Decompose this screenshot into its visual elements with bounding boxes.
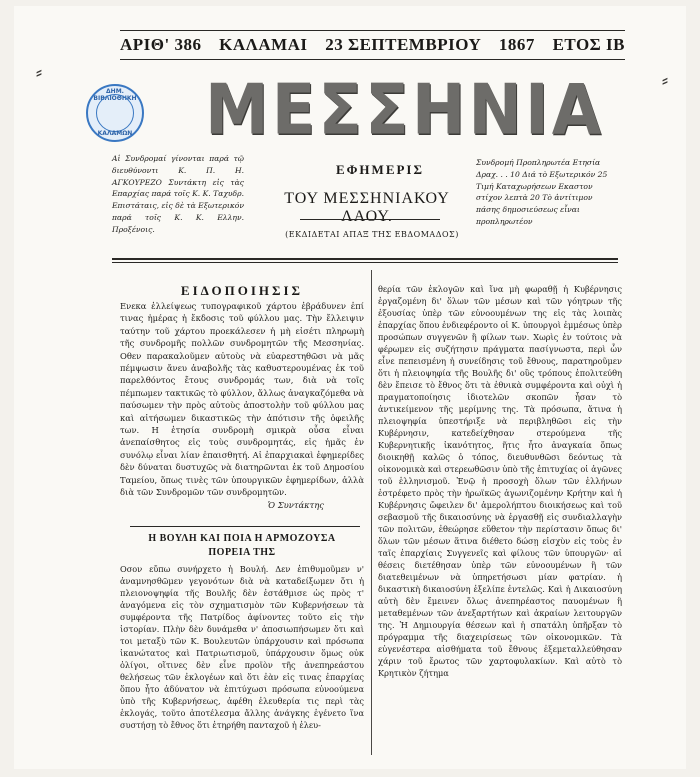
subscription-info-right: Συνδρομή Προπληρωτέα Ετησία Δραχ. . . 10 Διά τὸ Εξωτερικόν 25 Τιμή Καταχωρήσεων Εκαστον στίχον λεπτὰ 20 Τὸ ἀντίτιμον πάσης δημοσιεύσεως εἶναι προπληρωτέον (476, 158, 608, 226)
library-stamp (86, 84, 144, 142)
stamp-city: ΚΑΛΑΜΩΝ (97, 130, 133, 137)
year: 1867 (498, 35, 535, 54)
stamp-inner-circle (96, 94, 134, 132)
column-separator (371, 270, 372, 755)
subtitle-people: ΤΟΥ ΜΕΣΣΗΝΙΑΚΟΥ ΛΑΟΥ. (284, 190, 450, 225)
place: ΚΑΛΑΜΑΙ (219, 35, 308, 54)
issue-number: ΑΡΙΘ' 386 (120, 35, 202, 54)
notice-signature: Ὁ Συντάκτης (267, 499, 324, 510)
subtitle-newspaper: ΕΦΗΜΕΡΙΣ (335, 162, 424, 177)
header-bottom-rule (112, 258, 618, 260)
volume: ΕΤΟΣ ΙΒ (552, 35, 625, 54)
masthead-top-rule (120, 30, 625, 31)
subscription-info-left: Αἱ Συνδρομαί γίνονται παρά τῷ διευθύνοντι Κ. Π. Η. ΑΓΚΟΥΡΕΖΟ Συντάκτη εἰς τὰς Επαρχίας παρά τοῖς Κ. Κ. Ταχυδρ. Επιστάταις, εἰς δὲ τὰ Εξωτερικόν παρά τοῖς Κ. Κ. Ελλην. Προξένοις. (112, 154, 244, 234)
article-column-2: θερία τῶν ἐκλογῶν καὶ ἵνα μὴ φωραθῇ ἡ Κυβέρνησις ἐργαζομένη δι' ὅλων τῶν μέσων καὶ τῶν γόητρων τῆς ἐξουσίας ὑπὲρ τῶν εὐνοουμένων της εἰς τὰς λοιπὰς ἐπαρχίας ὅπου ἐνδιεφέροντο οἱ Κ. ὑπουργοὶ ἐμμέσως ὑπὲρ προσώπων συγγενῶν ἢ φίλων των. Χωρὶς ἐν τούτοις νὰ φέρωμεν εἰς συζήτησιν πράγματα πασίγνωστα, περὶ ὧν εἶνε πεπεισμένη ἡ συνείδησις τοῦ ἔθνους, παρατηροῦμεν ὅτι ἡ πλειοψηφία τῆς Βουλῆς δι' οὓς τρόπους ἐπολιτεύθη δὲν ἔπεισε τὸ ἔθνος ὅτι τὰ ἐθνικὰ συμφέροντα καὶ οὐχὶ ἡ πραγματοποίησις ἰδιοτελῶν σκοπῶν ἦσαν τὸ ἀντικείμενον τῆς μερίμνης της. Τὰ πρόσωπα, ἅτινα ἡ πλειοψηφία ὑπεστήριξε νὰ περιβληθῶσι εἰς τὴν Κυβέρνησιν, κατεδείχθησαν στερούμενα τῆς Κυβερνητικῆς ἱκανότητος, ἥτις ἦτο ἀναγκαία ὅπως διοικηθῇ καλῶς ὁ τόπος, διευθυνθῶσι δεόντως τὰ οἰκονομικὰ καὶ στερεωθῶσιν ὑπὸ τῆς ἐπιτυχίας οἱ ἀγῶνες τοῦ ἑλληνισμοῦ. Ἐνῷ ἡ προσοχὴ ὅλων τῶν ἑλλήνων ἐστρέφετο πρὸς τὴν ἡρωϊκῶς ἀγωνιζομένην Κρήτην καὶ ἡ Κυβέρνησις ὤφειλεν δι' ἀμερολήπτου διοικήσεως καὶ τοῦ σεβασμοῦ τῆς δικαιοσύνης νὰ ἐργασθῇ εἰς συνδιαλλαγὴν τῶν πολιτῶν, ἐθεώρησε εὔθετον τὴν περίστασιν ὅπως δι' ὅλων τῶν μέσων ἅτινα διέθετο δώσῃ εἰσχὺν εἰς τοὺς ἐν ταῖς ἐπαρχίαις Συγγενεῖς καὶ φίλους τῶν ὑπουργῶν· αἱ θέσεις διετέθησαν ὑπὲρ τῶν εὐνοουμένων ἢ τῶν διατεθειμένων νὰ ὑπηρετήσωσι μίαν φατρίαν. ἡ δικαστικὴ δικαιοσύνη ἐξελίπε ἐντελῶς. Καὶ ἡ Δικαιοσύνη αὐτὴ δὲν ἔμεινεν ὅλως ἀνεπηρέαστος παυομένων ἢ μεταθεμένων τῶν ἀνεξαρτήτων καὶ ἀκραίων λειτουργῶν της. Ἡ Δημιουργία θέσεων καὶ ἡ σπατάλη ὑπῆρξαν τὸ πρόγραμμα τῆς διαχειρίσεως τῶν οἰκονομικῶν. Τὰ εὐγενέστερα αἰσθήματα τοῦ ἔθνους ἐξεμεταλλεύθησαν χάριν τοῦ ἔρωτος τῶν χαρτοφυλακίων. Καὶ αὐτὸ τὸ Κρητικὸν ζήτημα (378, 284, 622, 678)
notice-body (120, 300, 364, 511)
subtitle-rule (300, 219, 440, 220)
publication-frequency: (ΕΚΔΙΔΕΤΑΙ ΑΠΑΞ ΤΗΣ ΕΒΔΟΜΑΔΟΣ) (285, 230, 459, 239)
article-divider (130, 526, 360, 527)
masthead-line (120, 34, 625, 56)
masthead-bottom-rule (120, 59, 625, 60)
article-heading-line2: ΠΟΡΕΙΑ ΤΗΣ (208, 547, 276, 558)
article-column-1: Οσον εὔπω συνήρχετο ἡ Βουλή. Δεν ἐπιθυμοῦμεν ν' ἀναμνησθῶμεν γεγονότων διὰ νὰ καταδείξωμεν ὅτι ἡ πλειονοψηφία τῆς Βουλῆς δὲν ἐστάθμισε ὡς πρὸς τ' ἀναγόμενα εἰς τὸν σχηματισμὸν τῶν Κυβερνήσεων τὰ συμφέροντα τῆς Πατρίδος ἀφίνοντες τοῦτο εἰς τὴν ἱστορίαν. Πλὴν δὲν δυνάμεθα ν' ἀποσιωπήσωμεν ὅτι καὶ τοι μεταξὺ τῶν Κ. Βουλευτῶν ὑπάρχουσιν καὶ πρόσωπα ἱκανώτατος καὶ Πατριωτισμοῦ, ὑπάρχουσιν ὅμως οὐκ ὀλίγοι, οἵτινες δὲν εἶνε προϊὸν τῆς ἀνεπηρεάστου θελήσεως τῶν ἐκλογέων καὶ ὅτι ἐὰν εἰς τινας ἐπαρχίας ὅπου ἦτο ἀδύνατον νὰ ἐπιτύχωσι πρόσωπα εὐνοούμενα ὑπὸ τῆς Κυβερνήσεως, ἀφέθη ἐλευθερία τις περὶ τὰς ἐκλογάς, τοῦτο ἀποτέλεσμα ἄλλης ἀνάγκης ἐγένετο ἵνα συστήσῃ τὸ ἔθνος ὅτι ἐτηρήθη πανταχοῦ ἡ ἐλευ- (120, 564, 364, 730)
newspaper-title: ΜΕΣΣΗΝΙΑ (205, 71, 605, 151)
date: 23 ΣΕΠΤΕΜΒΡΙΟΥ (325, 35, 482, 54)
notice-heading: ΕΙΔΟΠΟΙΗΣΙΣ (180, 283, 304, 298)
pen-mark-left: ⸗ (36, 62, 42, 83)
stamp-ring-text: ΔΗΜ. ΒΙΒΛΙΟΘΗΚΗ (93, 88, 137, 102)
notice-text: Ενεκα ἐλλείψεως τυπογραφικοῦ χάρτου ἐβράδυνεν ἐπί τινας ἡμέρας ἡ ἔκδοσις τοῦ φύλλου μας. Τὴν ἔλλειψιν ταύτην τοῦ χάρτου προεκάλεσεν ἡ μὴ εἰσέτι πληρωμὴ τῆς συνδρομῆς πολλῶν συνδρομητῶν τῆς Μεσσηνίας. Οθεν παρακαλοῦμεν αὐτοὺς νὰ εὐαρεστηθῶσι νὰ μᾶς πέμψωσιν ἄνευ ἀναβολῆς τὰς καθυστερουμένας ἐκ τοῦ παρελθόντος ἔτους συνδρομάς των, διὰ νὰ τοῖς πέμπωμεν τακτικῶς τὸ φύλλον, ἄλλως ἀναγκαζόμεθα νὰ παύσωμεν τὴν πρὸς αὐτοὺς ἀποστολὴν τοῦ φύλλου μας καὶ αἰτήσωμεν δικαστικῶς τὴν ἀπότισιν τῆς ὀφειλῆς των. Η ἐτησία συνδρομὴ σμικρὰ οὖσα εἶναι ἀνεπαίσθητος εἰς τοὺς συνδρομητάς, εἰς ἡμᾶς ἐν συνόλῳ εἶναι λίαν ἐπαισθητή. Αἱ ἐπαρχιακαὶ ἐφημερίδες δὲν δύναται δυστυχῶς νὰ διατηρῶνται ἐκ τοῦ Δημοσίου Ταμείου, ὅπως τινὲς τῶν ὑπουργικῶν ἐφημερίδων, ἀλλὰ διὰ τῶν Συνδρομῶν τῶν συνδρομητῶν. (120, 301, 364, 498)
header-bottom-rule-2 (112, 262, 618, 263)
article-heading-line1: Η ΒΟΥΛΗ ΚΑΙ ΠΟΙΑ Η ΑΡΜΟΖΟΥΣΑ (148, 533, 336, 544)
pen-mark-right: ⸗ (662, 70, 668, 91)
